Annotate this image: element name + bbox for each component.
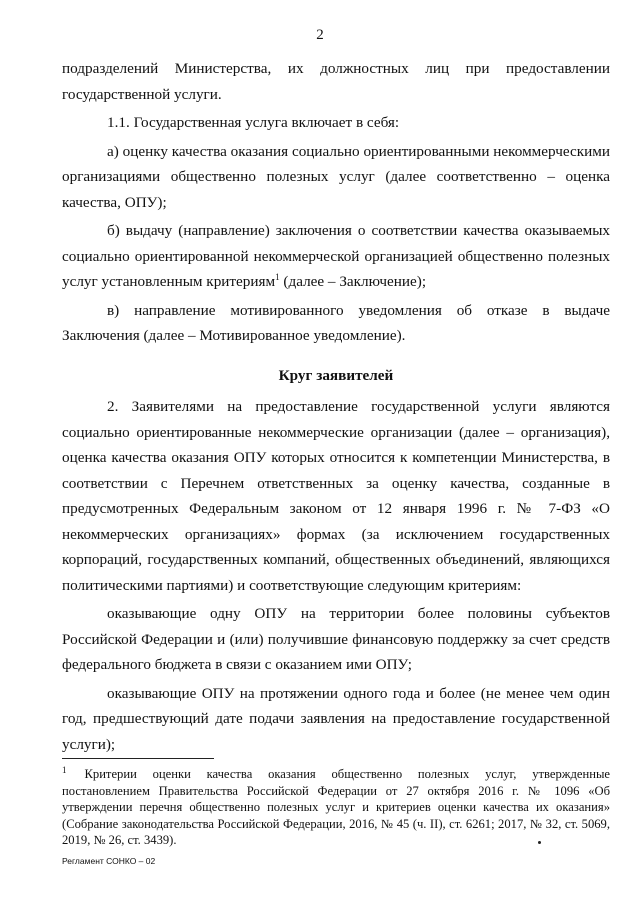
paragraph-2: 2. Заявителями на предоставление государственной услуги являются социально ориентированные некоммерческие организации (далее – организация), оценка качества оказания ОПУ которых относится к компетенции Министерства, в соответствии с Перечнем ответственных за оценку качества, созданные в предусмотренных Федеральным законом от 12 января 1996 г. № 7-ФЗ «О некоммерческих организациях» формах (за исключением государственных корпораций, государственных компаний, общественных объединений, являющихся политическими партиями) и соответствующие следующим критериям: (62, 398, 610, 594)
footnote (62, 766, 610, 849)
paragraph-item-b-text: б) выдачу (направление) заключения о соответствии качества оказываемых социально ориентированной некоммерческой организацией общественно полезных услуг установленным критериям (62, 222, 610, 290)
footnote-mark: 1 (62, 764, 67, 775)
footnote-text: Критерии оценки качества оказания общественно полезных услуг, утвержденные постановлением Правительства Российской Федерации от 27 октября 2016 г. № 1096 «Об утверждении перечня общественно полезных услуг и критериев оценки качества их оказания» (Собрание законодательства Российской Федерации, 2016, № 45 (ч. II), ст. 6261; 2017, № 32, ст. 5069, 2019, № 26, ст. 3439). (62, 767, 610, 847)
paragraph-item-b (62, 218, 610, 295)
paragraph-item-v: в) направление мотивированного уведомления об отказе в выдаче Заключения (далее – Мотивированное уведомление). (62, 301, 610, 344)
paragraph-item-b-tail: (далее – Заключение); (279, 273, 427, 290)
page-number: 2 (316, 27, 324, 43)
stray-dot (538, 841, 541, 844)
paragraph-1-1: 1.1. Государственная услуга включает в себя: (107, 114, 400, 131)
paragraph-continuation: подразделений Министерства, их должностных лиц при предоставлении государственной услуги. (62, 60, 610, 103)
criterion-1: оказывающие одну ОПУ на территории более половины субъектов Российской Федерации и (или) получившие финансовую поддержку за счет средств федерального бюджета в связи с оказанием ими ОПУ; (62, 605, 610, 673)
footer-label: Регламент СОНКО – 02 (62, 856, 156, 866)
criterion-2: оказывающие ОПУ на протяжении одного года и более (не менее чем один год, предшествующий дате подачи заявления на предоставление государственной услуги); (62, 684, 610, 753)
document-body (62, 56, 610, 757)
footnote-reference: 1 (275, 271, 280, 282)
paragraph-item-a: а) оценку качества оказания социально ориентированными некоммерческими организациями общественно полезных услуг (далее соответственно – оценка качества, ОПУ); (62, 142, 610, 211)
section-title: Круг заявителей (278, 366, 394, 384)
footnote-divider (62, 758, 214, 759)
